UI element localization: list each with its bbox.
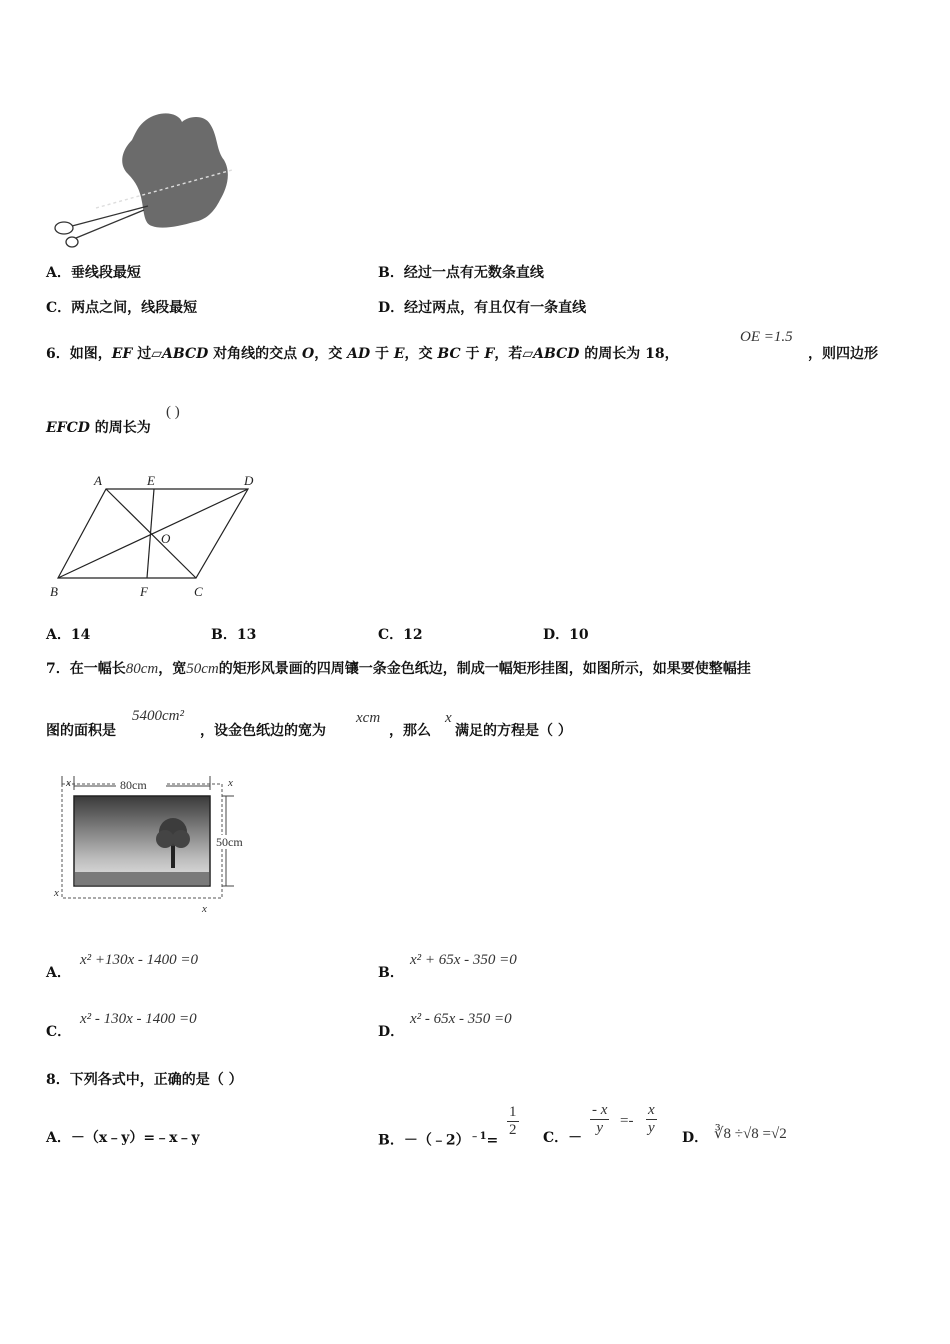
q6-oe-formula: OE =1.5 — [740, 329, 793, 345]
label-x-bottom: x — [202, 903, 207, 915]
q8-c-equals: =- — [620, 1113, 634, 1129]
q7-option-a-label[interactable]: A． — [46, 965, 71, 981]
q8-option-d-label[interactable]: D． — [682, 1130, 709, 1146]
q7-text: 7．在一幅长 — [46, 661, 126, 677]
q5-option-d[interactable]: D．经过两点，有且仅有一条直线 — [378, 300, 587, 316]
q8-c-numerator-2: x — [646, 1102, 657, 1120]
q8-b-equals: = — [486, 1132, 499, 1149]
q7-area: 5400cm² — [132, 708, 184, 724]
q8-b-expr: B．－（﹣2） — [378, 1132, 470, 1149]
q6-var-f: F — [484, 346, 495, 362]
q5-option-c[interactable]: C．两点之间，线段最短 — [46, 300, 198, 316]
label-b: B — [50, 584, 58, 599]
q7-option-c[interactable]: x² - 130x - 1400 =0 — [80, 1011, 197, 1027]
q8-stem: 8．下列各式中，正确的是（ ） — [46, 1072, 243, 1088]
q5-option-a[interactable]: A．垂线段最短 — [46, 265, 141, 281]
ground-strip — [75, 872, 209, 885]
q7-text: 的矩形风景画的四周镶一条金色纸边，制成一幅矩形挂图，如图所示，如果要使整幅挂 — [218, 661, 751, 677]
q7-length: 80cm — [125, 661, 159, 677]
label-d: D — [244, 473, 254, 488]
q8-option-a[interactable]: A．－（x﹣y）=﹣x﹣y — [46, 1130, 200, 1146]
label-o: O — [161, 531, 171, 546]
q7-stem-l2b: ，设金色纸边的宽为 — [200, 723, 326, 739]
q6-text: ，交 — [314, 346, 348, 362]
q8-c-fraction-2 — [646, 1102, 657, 1138]
q8-b-numerator: 1 — [507, 1104, 519, 1122]
q5-option-b[interactable]: B．经过一点有无数条直线 — [378, 265, 544, 281]
q8-b-denominator: 2 — [509, 1122, 517, 1139]
q6-option-d[interactable]: D．10 — [543, 627, 589, 643]
q6-text: 的周长为 18， — [579, 346, 679, 362]
q6-var-abcd: ABCD — [162, 346, 209, 362]
q6-text: 对角线的交点 — [208, 346, 303, 362]
q7-option-b[interactable]: x² + 65x - 350 =0 — [410, 952, 517, 968]
q8-c-numerator-1: - x — [590, 1102, 609, 1120]
label-x-left: x — [54, 887, 59, 899]
q7-option-d[interactable]: x² - 65x - 350 =0 — [410, 1011, 512, 1027]
label-e: E — [147, 473, 155, 488]
q7-width: 50cm — [186, 661, 219, 677]
q6-stem-line1 — [46, 343, 679, 363]
label-a: A — [94, 473, 102, 488]
label-x-right: x — [228, 777, 233, 789]
parallelogram-figure — [44, 470, 264, 602]
label-x-top: x — [66, 777, 71, 789]
q6-var-bc: BC — [437, 346, 461, 362]
q8-c-denominator-1: y — [596, 1120, 604, 1137]
q6-text: ，交 — [404, 346, 438, 362]
q7-x: x — [445, 710, 452, 726]
q6-stem-line2 — [46, 417, 151, 437]
q7-option-b-label[interactable]: B． — [378, 965, 404, 981]
q6-text: ，若▱ — [494, 346, 534, 362]
q6-option-c[interactable]: C．12 — [378, 627, 423, 643]
q7-option-d-label[interactable]: D． — [378, 1024, 405, 1040]
q6-stem-tail: ，则四边形 — [808, 346, 878, 362]
q6-option-b[interactable]: B．13 — [211, 627, 257, 643]
q6-text: 于 — [370, 346, 394, 362]
q6-text: 于 — [460, 346, 485, 362]
q7-text: ，宽 — [158, 661, 187, 677]
q8-option-d[interactable]: ∛8 ÷√8 =√2 — [714, 1126, 787, 1142]
leaf-shape — [122, 113, 228, 227]
q6-text: 的周长为 — [89, 420, 151, 436]
q7-stem-l2a: 图的面积是 — [46, 723, 116, 739]
q7-option-c-label[interactable]: C． — [46, 1024, 72, 1040]
q7-stem-l2c: ，那么 — [389, 723, 431, 739]
q6-text: 过▱ — [132, 346, 163, 362]
label-80cm: 80cm — [120, 778, 147, 792]
q6-answer-paren: ( ) — [166, 404, 180, 420]
q8-b-fraction — [507, 1104, 519, 1140]
q7-xcm: xcm — [356, 710, 381, 726]
q8-c-denominator-2: y — [648, 1120, 655, 1137]
label-c: C — [194, 584, 203, 599]
q6-option-a[interactable]: A．14 — [46, 627, 91, 643]
q6-var-e: E — [393, 346, 405, 362]
q6-text: 6．如图， — [46, 346, 112, 362]
q6-var-ad: AD — [347, 346, 371, 362]
leaf-scissors-figure — [48, 108, 234, 248]
q7-stem-l2d: 满足的方程是（ ） — [455, 723, 572, 739]
q6-var-o: O — [302, 346, 315, 362]
label-f: F — [140, 584, 148, 599]
q7-option-a[interactable]: x² +130x - 1400 =0 — [80, 952, 199, 968]
q6-var-abcd: ABCD — [533, 346, 580, 362]
scissors-icon — [55, 206, 148, 247]
q6-var-efcd: EFCD — [46, 420, 90, 436]
q8-option-c-label[interactable]: C．－ — [543, 1130, 583, 1146]
q8-option-b[interactable] — [378, 1127, 498, 1150]
q8-b-exponent: ﹣1 — [469, 1131, 487, 1142]
q8-c-fraction-1 — [590, 1102, 609, 1138]
q6-var-ef: EF — [111, 346, 133, 362]
framed-picture-figure — [44, 772, 256, 916]
label-50cm: 50cm — [216, 835, 243, 849]
q7-stem-line1 — [46, 658, 751, 678]
